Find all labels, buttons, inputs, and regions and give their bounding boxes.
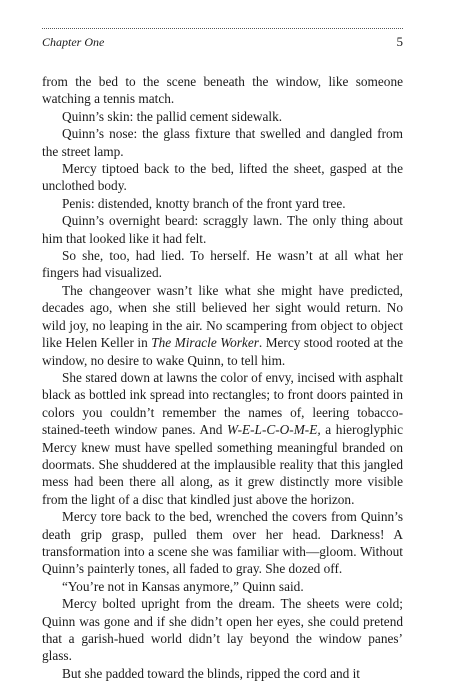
header-rule xyxy=(42,28,403,29)
running-head xyxy=(42,35,403,49)
italic-text: The Miracle Worker xyxy=(151,335,259,351)
book-page xyxy=(42,28,403,682)
paragraph-text: But she padded toward the blinds, ripped the cord and it xyxy=(62,665,361,681)
paragraph xyxy=(42,73,403,108)
chapter-title: Chapter One xyxy=(42,35,105,49)
page-number: 5 xyxy=(396,34,403,49)
paragraph xyxy=(42,578,403,595)
paragraph xyxy=(42,160,403,195)
paragraph xyxy=(42,125,403,160)
paragraph-text: from the bed to the scene beneath the window, like someone watching a tennis match. xyxy=(42,74,403,107)
paragraph xyxy=(42,212,403,247)
paragraph xyxy=(42,247,403,282)
paragraph-text: Mercy bolted upright from the dream. The sheets were cold; Quinn was gone and if she didn’t open her eyes, she could pretend that a garish-hued world didn’t lay beyond the window panes’ glass. xyxy=(42,596,403,664)
paragraph-text: The changeover wasn’t like what she might have predicted, decades ago, when she still believed her sight would return. No wild joy, no leaping in the air. No scampering from object to object like Helen Keller in xyxy=(42,282,403,351)
paragraph-text: “You’re not in Kansas anymore,” Quinn said. xyxy=(62,578,304,594)
paragraph xyxy=(42,108,403,125)
paragraph-text: a hieroglyphic Mercy knew must have spelled something meaningful branded on doormats. She shuddered at the implausible reality that this jangled mess had been there all along, as it grew distinctly more visible from the light of a disc that kindled just above the horizon. xyxy=(42,422,404,507)
body-text xyxy=(42,73,403,682)
paragraph-text: Quinn’s nose: the glass fixture that swelled and dangled from the street lamp. xyxy=(42,126,403,159)
paragraph-text: So she, too, had lied. To herself. He wasn’t at all what her fingers had visualized. xyxy=(42,248,403,281)
paragraph-text: Quinn’s overnight beard: scraggly lawn. The only thing about him that looked like it had felt. xyxy=(42,213,403,246)
paragraph xyxy=(42,195,403,212)
paragraph xyxy=(42,595,403,665)
paragraph-text: Mercy tiptoed back to the bed, lifted the sheet, gasped at the unclothed body. xyxy=(42,161,403,194)
paragraph-text: Penis: distended, knotty branch of the front yard tree. xyxy=(62,195,346,211)
paragraph xyxy=(42,508,403,578)
paragraph-text: Mercy tore back to the bed, wrenched the covers from Quinn’s death grip grasp, pulled them over her head. Darkness! A transformation into a scene she was familiar with—gloom. Without Quinn’s painterly tones, all faded to gray. She dozed off. xyxy=(42,509,403,577)
paragraph-text: . Mercy stood rooted at the window, no desire to wake Quinn, to tell him. xyxy=(42,335,403,368)
paragraph-text: She stared down at lawns the color of envy, incised with asphalt black as bottled ink spread into rectangles; to front doors painted in colors you couldn’t remember the names of, leering tobacco-stained-teeth window panes. And xyxy=(42,369,403,438)
paragraph xyxy=(42,369,403,508)
paragraph-text: Quinn’s skin: the pallid cement sidewalk. xyxy=(62,108,283,124)
paragraph xyxy=(42,665,403,682)
italic-text: W-E-L-C-O-M-E, xyxy=(227,422,321,438)
paragraph xyxy=(42,282,403,369)
